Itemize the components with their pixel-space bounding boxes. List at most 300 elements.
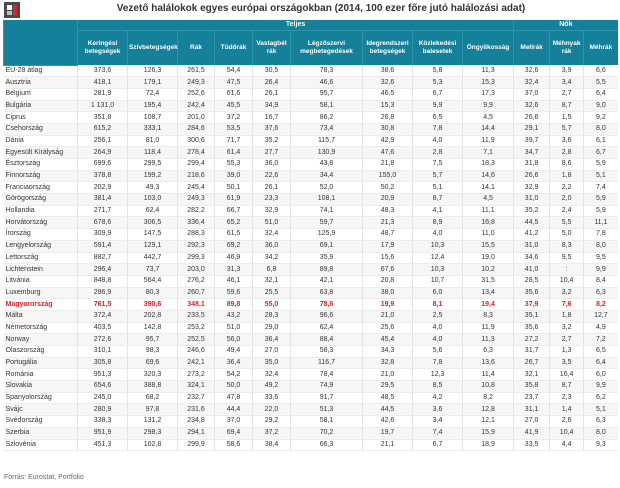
value-cell: 43,8 — [291, 159, 363, 171]
value-cell: 48,3 — [363, 205, 413, 217]
value-cell: 41,2 — [514, 229, 550, 241]
value-cell: 129,1 — [128, 240, 178, 252]
value-cell: 26,4 — [253, 77, 291, 89]
value-cell: 372,4 — [78, 310, 128, 322]
value-cell: 155,0 — [363, 170, 413, 182]
table-row — [4, 404, 618, 416]
value-cell: 74,9 — [291, 381, 363, 393]
value-cell: 8,0 — [584, 240, 618, 252]
value-cell: 249,3 — [178, 77, 215, 89]
table-row — [4, 439, 618, 451]
value-cell: 6,3 — [463, 346, 514, 358]
value-cell: 36,4 — [215, 357, 253, 369]
country-cell: Írország — [4, 229, 78, 241]
value-cell: 292,3 — [178, 240, 215, 252]
value-cell: 6,8 — [253, 264, 291, 276]
value-cell: 58,6 — [215, 439, 253, 451]
value-cell: 69,4 — [215, 427, 253, 439]
value-cell: 31,1 — [514, 404, 550, 416]
value-cell: 299,3 — [178, 252, 215, 264]
table-row — [4, 182, 618, 194]
value-cell: 4,0 — [413, 135, 463, 147]
value-cell: 30,5 — [253, 65, 291, 77]
table-row — [4, 77, 618, 89]
value-cell: 35,6 — [514, 287, 550, 299]
value-cell: 55,3 — [215, 159, 253, 171]
value-cell: 951,3 — [78, 369, 128, 381]
value-cell: 246,6 — [178, 346, 215, 358]
value-cell: 35,8 — [514, 381, 550, 393]
value-cell: 21,0 — [363, 369, 413, 381]
value-cell: 20,9 — [363, 194, 413, 206]
value-cell: 44,5 — [514, 217, 550, 229]
value-cell: 11,0 — [463, 229, 514, 241]
value-cell: 89,8 — [215, 299, 253, 311]
value-cell: 296,9 — [78, 287, 128, 299]
value-cell: 9,9 — [413, 100, 463, 112]
value-cell: 97,8 — [128, 404, 178, 416]
value-cell: 4,9 — [584, 322, 618, 334]
value-cell: 26,7 — [514, 357, 550, 369]
value-cell: 41,9 — [514, 427, 550, 439]
country-cell: Franciaország — [4, 182, 78, 194]
value-cell: 71,7 — [215, 135, 253, 147]
value-cell: 6,1 — [584, 135, 618, 147]
value-cell: 9,9 — [584, 381, 618, 393]
table-row — [4, 299, 618, 311]
value-cell: 66,3 — [291, 439, 363, 451]
value-cell: 442,7 — [128, 252, 178, 264]
value-cell: 8,2 — [463, 392, 514, 404]
value-cell: 74,1 — [291, 205, 363, 217]
value-cell: 1,5 — [550, 112, 584, 124]
value-cell: 282,2 — [178, 205, 215, 217]
value-cell: 11,1 — [463, 205, 514, 217]
value-cell: 284,6 — [178, 123, 215, 135]
value-cell: 52,0 — [291, 182, 363, 194]
value-cell: 18,9 — [463, 439, 514, 451]
mortality-table — [3, 20, 618, 451]
value-cell: 125,9 — [291, 229, 363, 241]
value-cell: 46,5 — [363, 88, 413, 100]
value-cell: 103,0 — [128, 194, 178, 206]
value-cell: 15,6 — [363, 252, 413, 264]
value-cell: 21,0 — [363, 310, 413, 322]
value-cell: 564,4 — [128, 275, 178, 287]
value-cell: 202,9 — [78, 182, 128, 194]
value-cell: 4,0 — [413, 322, 463, 334]
value-cell: 245,0 — [78, 392, 128, 404]
value-cell: 11,1 — [584, 217, 618, 229]
value-cell: 8,0 — [584, 427, 618, 439]
value-cell: 58,1 — [291, 416, 363, 428]
value-cell: 56,0 — [215, 334, 253, 346]
table-row — [4, 381, 618, 393]
value-cell: 65,2 — [215, 217, 253, 229]
value-cell: 5,1 — [584, 170, 618, 182]
value-cell: 761,5 — [78, 299, 128, 311]
value-cell: 9,9 — [463, 100, 514, 112]
value-cell: 16,7 — [253, 112, 291, 124]
value-cell: 278,4 — [178, 147, 215, 159]
value-cell: 26,8 — [363, 112, 413, 124]
value-cell: 6,3 — [584, 287, 618, 299]
value-cell: 108,7 — [128, 112, 178, 124]
value-cell: 10,7 — [413, 275, 463, 287]
value-cell: 21,8 — [363, 159, 413, 171]
country-cell: Spanyolország — [4, 392, 78, 404]
value-cell: 5,9 — [584, 194, 618, 206]
value-cell: 45,5 — [215, 100, 253, 112]
value-cell: 31,0 — [514, 194, 550, 206]
value-cell: 37,6 — [253, 123, 291, 135]
value-cell: 272,6 — [78, 334, 128, 346]
value-cell: 8,7 — [413, 194, 463, 206]
value-cell: : — [550, 264, 584, 276]
value-cell: 305,8 — [78, 357, 128, 369]
value-cell: 3,2 — [550, 287, 584, 299]
value-cell: 2,7 — [550, 88, 584, 100]
value-cell: 199,2 — [128, 170, 178, 182]
value-cell: 15,3 — [363, 100, 413, 112]
value-cell: 8,7 — [550, 381, 584, 393]
value-cell: 5,6 — [413, 346, 463, 358]
value-cell: 27,0 — [253, 346, 291, 358]
value-cell: 2,3 — [550, 392, 584, 404]
value-cell: 201,0 — [178, 112, 215, 124]
value-cell: 242,4 — [178, 100, 215, 112]
value-cell: 55,0 — [253, 299, 291, 311]
value-cell: 2,0 — [550, 194, 584, 206]
value-cell: 12,7 — [584, 310, 618, 322]
value-cell: 4,5 — [463, 112, 514, 124]
value-cell: 378,8 — [78, 170, 128, 182]
value-cell: 2,8 — [413, 147, 463, 159]
value-cell: 12,8 — [463, 404, 514, 416]
group-women-header: Nők — [514, 20, 618, 31]
value-cell: 61,4 — [215, 147, 253, 159]
value-cell: 390,6 — [128, 299, 178, 311]
value-cell: 17,3 — [463, 88, 514, 100]
value-cell: 11,3 — [463, 334, 514, 346]
table-row — [4, 392, 618, 404]
country-cell: Lettország — [4, 252, 78, 264]
value-cell: 23,7 — [514, 392, 550, 404]
value-cell: 13,6 — [463, 357, 514, 369]
value-cell: 51,3 — [291, 404, 363, 416]
value-cell: 333,1 — [128, 123, 178, 135]
value-cell: 42,6 — [363, 416, 413, 428]
value-cell: 29,2 — [253, 416, 291, 428]
table-row — [4, 217, 618, 229]
value-cell: 27,7 — [253, 147, 291, 159]
value-cell: 300,6 — [178, 135, 215, 147]
value-cell: 6,5 — [413, 112, 463, 124]
value-cell: 32,4 — [253, 369, 291, 381]
country-cell: Németország — [4, 322, 78, 334]
value-cell: 47,5 — [215, 77, 253, 89]
value-cell: 7,4 — [413, 427, 463, 439]
value-cell: 28,5 — [514, 275, 550, 287]
value-cell: 50,0 — [215, 381, 253, 393]
value-cell: 32,9 — [514, 182, 550, 194]
country-cell: Belgium — [4, 88, 78, 100]
value-cell: 16,4 — [550, 369, 584, 381]
value-cell: 116,7 — [291, 357, 363, 369]
table-row — [4, 357, 618, 369]
country-cell: Svédország — [4, 416, 78, 428]
value-cell: 31,7 — [514, 346, 550, 358]
value-cell: 95,7 — [128, 334, 178, 346]
value-cell: 6,7 — [584, 147, 618, 159]
table-row — [4, 100, 618, 112]
value-cell: 78,6 — [291, 299, 363, 311]
value-cell: 11,3 — [463, 65, 514, 77]
value-cell: 34,7 — [514, 147, 550, 159]
country-cell: Szerbia — [4, 427, 78, 439]
value-cell: 80,3 — [128, 287, 178, 299]
table-column-headers — [4, 31, 618, 66]
value-cell: 36,0 — [253, 240, 291, 252]
value-cell: 338,3 — [78, 416, 128, 428]
value-cell: 44,5 — [363, 404, 413, 416]
table-row — [4, 416, 618, 428]
table-row — [4, 88, 618, 100]
value-cell: 38,0 — [363, 287, 413, 299]
value-cell: 5,7 — [550, 123, 584, 135]
country-cell: Luxemburg — [4, 287, 78, 299]
value-cell: 115,7 — [291, 135, 363, 147]
value-cell: 9,5 — [584, 252, 618, 264]
value-cell: 118,4 — [128, 147, 178, 159]
value-cell: 3,9 — [550, 65, 584, 77]
value-cell: 32,6 — [363, 77, 413, 89]
country-cell: Csehország — [4, 123, 78, 135]
table-row — [4, 310, 618, 322]
value-cell: 29,5 — [363, 381, 413, 393]
value-cell: 28,3 — [253, 310, 291, 322]
country-cell: Svájc — [4, 404, 78, 416]
value-cell: 31,3 — [215, 264, 253, 276]
value-cell: 26,6 — [514, 112, 550, 124]
value-cell: 66,7 — [215, 205, 253, 217]
value-cell: 15,5 — [463, 240, 514, 252]
value-cell: 51,0 — [215, 322, 253, 334]
column-header: Méhnyak rák — [550, 31, 584, 66]
value-cell: 294,1 — [178, 427, 215, 439]
value-cell: 47,8 — [215, 392, 253, 404]
value-cell: 5,8 — [413, 65, 463, 77]
value-cell: 3,5 — [550, 357, 584, 369]
table-row — [4, 287, 618, 299]
value-cell: 306,5 — [128, 217, 178, 229]
value-cell: 252,5 — [178, 334, 215, 346]
value-cell: 102,8 — [128, 439, 178, 451]
column-header: Mellrák — [514, 31, 550, 66]
value-cell: 276,2 — [178, 275, 215, 287]
country-cell: Egyesült Királyság — [4, 147, 78, 159]
value-cell: 5,9 — [584, 159, 618, 171]
value-cell: 6,3 — [584, 416, 618, 428]
value-cell: 10,3 — [413, 240, 463, 252]
value-cell: 15,3 — [463, 77, 514, 89]
value-cell: 49,3 — [128, 182, 178, 194]
value-cell: 42,1 — [291, 275, 363, 287]
value-cell: 256,1 — [78, 135, 128, 147]
country-cell: Finnország — [4, 170, 78, 182]
country-cell: Ausztria — [4, 77, 78, 89]
value-cell: 288,3 — [178, 229, 215, 241]
table-row — [4, 65, 618, 77]
value-cell: 8,3 — [463, 310, 514, 322]
value-cell: 591,4 — [78, 240, 128, 252]
value-cell: 32,1 — [253, 275, 291, 287]
value-cell: 179,1 — [128, 77, 178, 89]
value-cell: 39,7 — [514, 135, 550, 147]
value-cell: 51,0 — [253, 217, 291, 229]
value-cell: 21,1 — [363, 439, 413, 451]
country-cell: Slovakia — [4, 381, 78, 393]
value-cell: 348,1 — [178, 299, 215, 311]
value-cell: 4,2 — [413, 392, 463, 404]
value-cell: 147,5 — [128, 229, 178, 241]
value-cell: 7,5 — [413, 159, 463, 171]
value-cell: 310,1 — [78, 346, 128, 358]
column-header: Vastagbél rák — [253, 31, 291, 66]
value-cell: 10,2 — [463, 264, 514, 276]
value-cell: 34,4 — [291, 170, 363, 182]
value-cell: 281,9 — [78, 88, 128, 100]
value-cell: 8,7 — [550, 100, 584, 112]
value-cell: 7,8 — [413, 123, 463, 135]
value-cell: 242,1 — [178, 357, 215, 369]
value-cell: 699,6 — [78, 159, 128, 171]
table-row — [4, 112, 618, 124]
value-cell: 2,4 — [550, 205, 584, 217]
value-cell: 9,5 — [550, 252, 584, 264]
column-header: Szívbetegségek — [128, 31, 178, 66]
value-cell: 32,9 — [253, 205, 291, 217]
value-cell: 3,4 — [550, 77, 584, 89]
value-cell: 130,9 — [291, 147, 363, 159]
value-cell: 73,4 — [291, 123, 363, 135]
value-cell: 15,9 — [463, 427, 514, 439]
country-cell: Litvánia — [4, 275, 78, 287]
value-cell: 7,6 — [550, 299, 584, 311]
value-cell: 69,1 — [291, 240, 363, 252]
country-cell: Görögország — [4, 194, 78, 206]
value-cell: 19,4 — [463, 299, 514, 311]
value-cell: 280,9 — [78, 404, 128, 416]
value-cell: 37,2 — [253, 427, 291, 439]
value-cell: 418,1 — [78, 77, 128, 89]
value-cell: 299,9 — [178, 439, 215, 451]
country-cell: Szlovénia — [4, 439, 78, 451]
value-cell: 32,4 — [253, 229, 291, 241]
value-cell: 91,7 — [291, 392, 363, 404]
value-cell: 6,5 — [584, 346, 618, 358]
value-cell: 264,9 — [78, 147, 128, 159]
country-cell: Lichtenstein — [4, 264, 78, 276]
value-cell: 5,1 — [413, 182, 463, 194]
value-cell: 882,7 — [78, 252, 128, 264]
country-cell: Olaszország — [4, 346, 78, 358]
value-cell: 848,8 — [78, 275, 128, 287]
value-cell: 3,6 — [413, 404, 463, 416]
value-cell: 34,3 — [363, 346, 413, 358]
value-cell: 37,0 — [215, 416, 253, 428]
value-cell: 261,5 — [178, 65, 215, 77]
value-cell: 6,6 — [584, 65, 618, 77]
value-cell: 654,6 — [78, 381, 128, 393]
value-cell: 7,8 — [413, 357, 463, 369]
value-cell: 38,6 — [363, 65, 413, 77]
value-cell: 62,4 — [128, 205, 178, 217]
column-header: Tüdőrák — [215, 31, 253, 66]
value-cell: 5,7 — [413, 170, 463, 182]
value-cell: 63,8 — [291, 287, 363, 299]
value-cell: 33,6 — [253, 392, 291, 404]
value-cell: 59,6 — [215, 287, 253, 299]
value-cell: 32,4 — [514, 77, 550, 89]
value-cell: 4,0 — [413, 334, 463, 346]
value-cell: 37,0 — [514, 88, 550, 100]
value-cell: 30,8 — [363, 123, 413, 135]
country-cell: Dánia — [4, 135, 78, 147]
value-cell: 451,3 — [78, 439, 128, 451]
value-cell: 25,6 — [363, 322, 413, 334]
value-cell: 13,4 — [463, 287, 514, 299]
value-cell: 31,5 — [463, 275, 514, 287]
value-cell: 126,3 — [128, 65, 178, 77]
table-row — [4, 194, 618, 206]
value-cell: 19,7 — [363, 427, 413, 439]
value-cell: 252,6 — [178, 88, 215, 100]
country-cell: Románia — [4, 369, 78, 381]
value-cell: 46,1 — [215, 275, 253, 287]
value-cell: 3,2 — [550, 322, 584, 334]
column-header: Idegrendszeri betegségek — [363, 31, 413, 66]
value-cell: 249,3 — [178, 194, 215, 206]
value-cell: 108,1 — [291, 194, 363, 206]
value-cell: 5,5 — [550, 217, 584, 229]
value-cell: 1 131,0 — [78, 100, 128, 112]
value-cell: 18,3 — [463, 159, 514, 171]
country-cell: Magyarország — [4, 299, 78, 311]
column-header: Közlekedési balesetek — [413, 31, 463, 66]
value-cell: 78,4 — [291, 369, 363, 381]
table-row — [4, 170, 618, 182]
value-cell: 4,5 — [463, 194, 514, 206]
table-row — [4, 159, 618, 171]
value-cell: 615,2 — [78, 123, 128, 135]
value-cell: 35,1 — [514, 310, 550, 322]
value-cell: 4,0 — [413, 229, 463, 241]
value-cell: 12,4 — [413, 252, 463, 264]
value-cell: 2,8 — [550, 147, 584, 159]
value-cell: 2,5 — [413, 310, 463, 322]
value-cell: 22,6 — [253, 170, 291, 182]
value-cell: 351,8 — [78, 112, 128, 124]
column-header: Méhrák — [584, 31, 618, 66]
value-cell: 951,9 — [78, 427, 128, 439]
value-cell: 61,9 — [215, 194, 253, 206]
value-cell: 41,0 — [514, 264, 550, 276]
value-cell: 678,6 — [78, 217, 128, 229]
value-cell: 381,4 — [78, 194, 128, 206]
table-group-header — [4, 20, 618, 31]
table-row — [4, 229, 618, 241]
